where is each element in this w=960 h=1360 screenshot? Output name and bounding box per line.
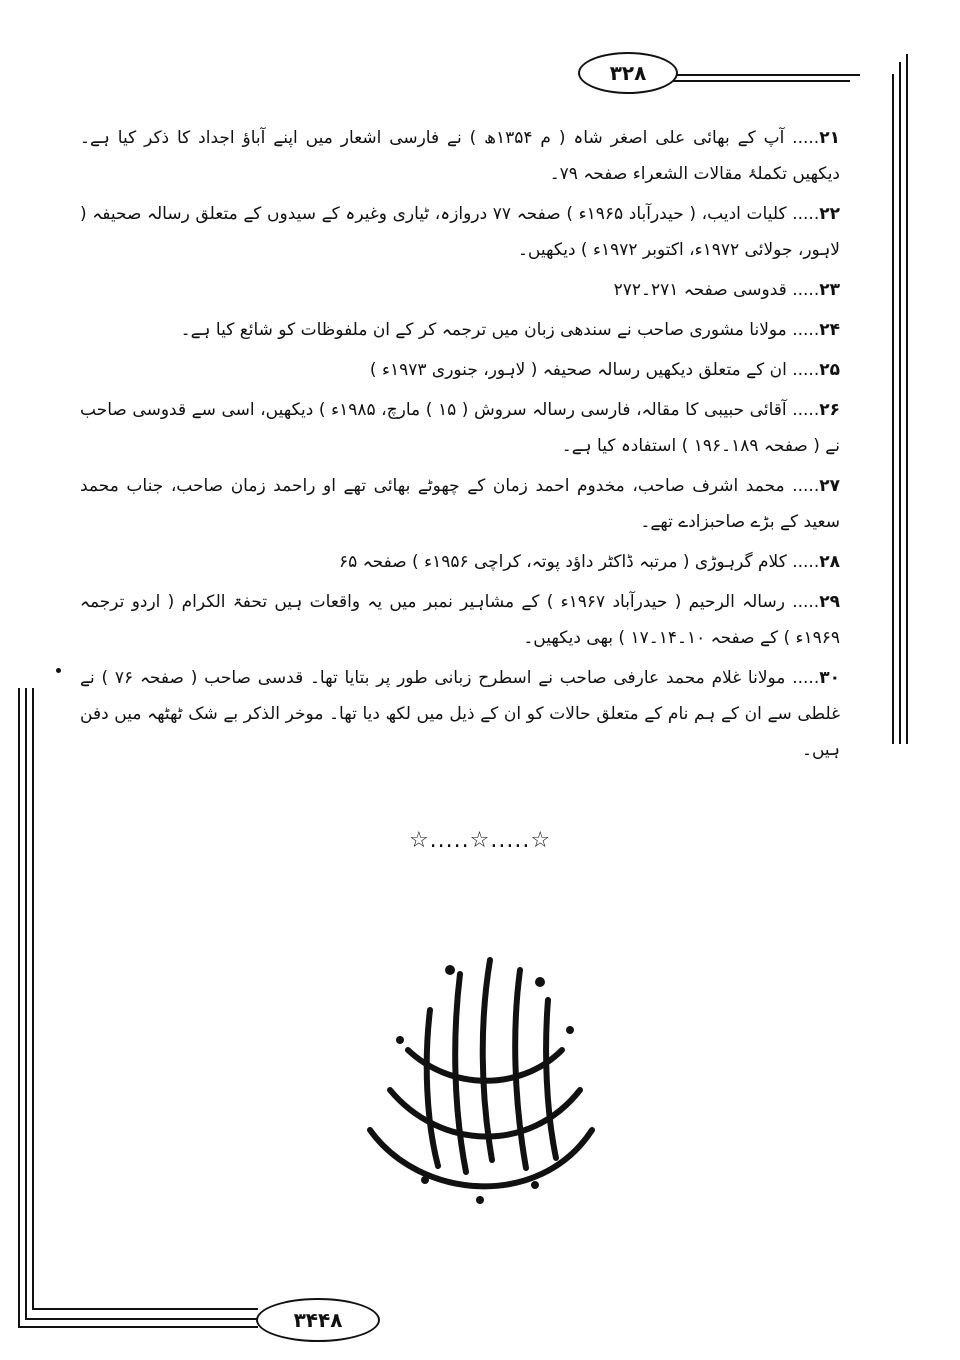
frame-bottom-line	[18, 1326, 258, 1328]
frame-left-line-inner	[32, 688, 34, 1308]
footnote: ۲۶..... آقائی حبیبی کا مقالہ، فارسی رسالہ سروش ( ۱۵ ) مارچ، ۱۹۸۵ء ) دیکھیں، اسی سے قدوسی صاحب نے ( صفحہ ۱۸۹۔۱۹۶ ) استفادہ کیا ہے۔	[80, 400, 840, 456]
footnote: ۲۵..... ان کے متعلق دیکھیں رسالہ صحیفہ ( لاہور، جنوری ۱۹۷۳ء )	[369, 360, 840, 380]
footnote: ۲۴..... مولانا مشوری صاحب نے سندھی زبان میں ترجمہ کر کے ان ملفوظات کو شائع کیا ہے۔	[180, 320, 840, 340]
frame-right-line-inner	[892, 74, 894, 744]
footnote: ۲۸..... کلام گرہوڑی ( مرتبہ ڈاکٹر داؤد پوتہ، کراچی ۱۹۵۶ء ) صفحہ ۶۵	[338, 552, 840, 572]
frame-top-line	[660, 74, 860, 76]
frame-bottom-line-inner	[25, 1318, 258, 1320]
footnote: ۲۷..... محمد اشرف صاحب، مخدوم احمد زمان کے چھوٹے بھائی تھے او راحمد زمان صاحب، جناب محمد سعید کے بڑے صاحبزادے تھے۔	[80, 476, 840, 532]
footnotes	[80, 120, 840, 772]
frame-top-line-inner	[660, 80, 850, 82]
page-number-bottom: ۳۴۴۸	[256, 1298, 380, 1342]
page-number-top: ۳۲۸	[578, 52, 678, 94]
footnote: ۳۰..... مولانا غلام محمد عارفی صاحب نے اسطرح زبانی طور پر بتایا تھا۔ قدسی صاحب ( صفحہ ۷۶ ) نے غلطی سے ان کے ہم نام کے متعلق حالات کو ان کے ذیل میں لکھ دیا تھا۔ موخر الذکر بے شک ٹھٹھہ میں دفن ہیں۔	[80, 668, 840, 760]
footnote: ۲۹..... رسالہ الرحیم ( حیدرآباد ۱۹۶۷ء ) کے مشاہیر نمبر میں یہ واقعات ہیں تحفۃ الکرام ( اردو ترجمہ ۱۹۶۹ء ) کے صفحہ ۱۰۔۱۴۔۱۷ ) بھی دیکھیں۔	[80, 592, 840, 648]
frame-left-line	[25, 688, 27, 1320]
calligraphy-emblem	[330, 930, 630, 1230]
frame-right-line	[899, 62, 901, 744]
speck-dot	[56, 668, 61, 673]
footnote: ۲۱..... آپ کے بھائی علی اصغر شاہ ( م ۱۳۵۴ھ ) نے فارسی اشعار میں اپنے آباؤ اجداد کا ذکر کیا ہے۔ دیکھیں تکملۂ مقالات الشعراء صفحہ ۷۹۔	[80, 128, 840, 184]
footnote: ۲۲..... کلیات ادیب، ( حیدرآباد ۱۹۶۵ء ) صفحہ ۷۷ دروازہ، ٹیاری وغیرہ کے سیدوں کے متعلق رسالہ صحیفہ ( لاہور، جولائی ۱۹۷۲ء، اکتوبر ۱۹۷۲ء ) دیکھیں۔	[80, 204, 840, 260]
frame-left-line-outer	[18, 688, 20, 1328]
frame-bottom-line-innermost	[32, 1308, 258, 1310]
footnote: ۲۳..... قدوسی صفحہ ۲۷۱۔۲۷۲	[613, 280, 840, 300]
frame-right-line-outer	[906, 54, 908, 744]
star-separator: ☆.....☆.....☆	[408, 828, 552, 853]
